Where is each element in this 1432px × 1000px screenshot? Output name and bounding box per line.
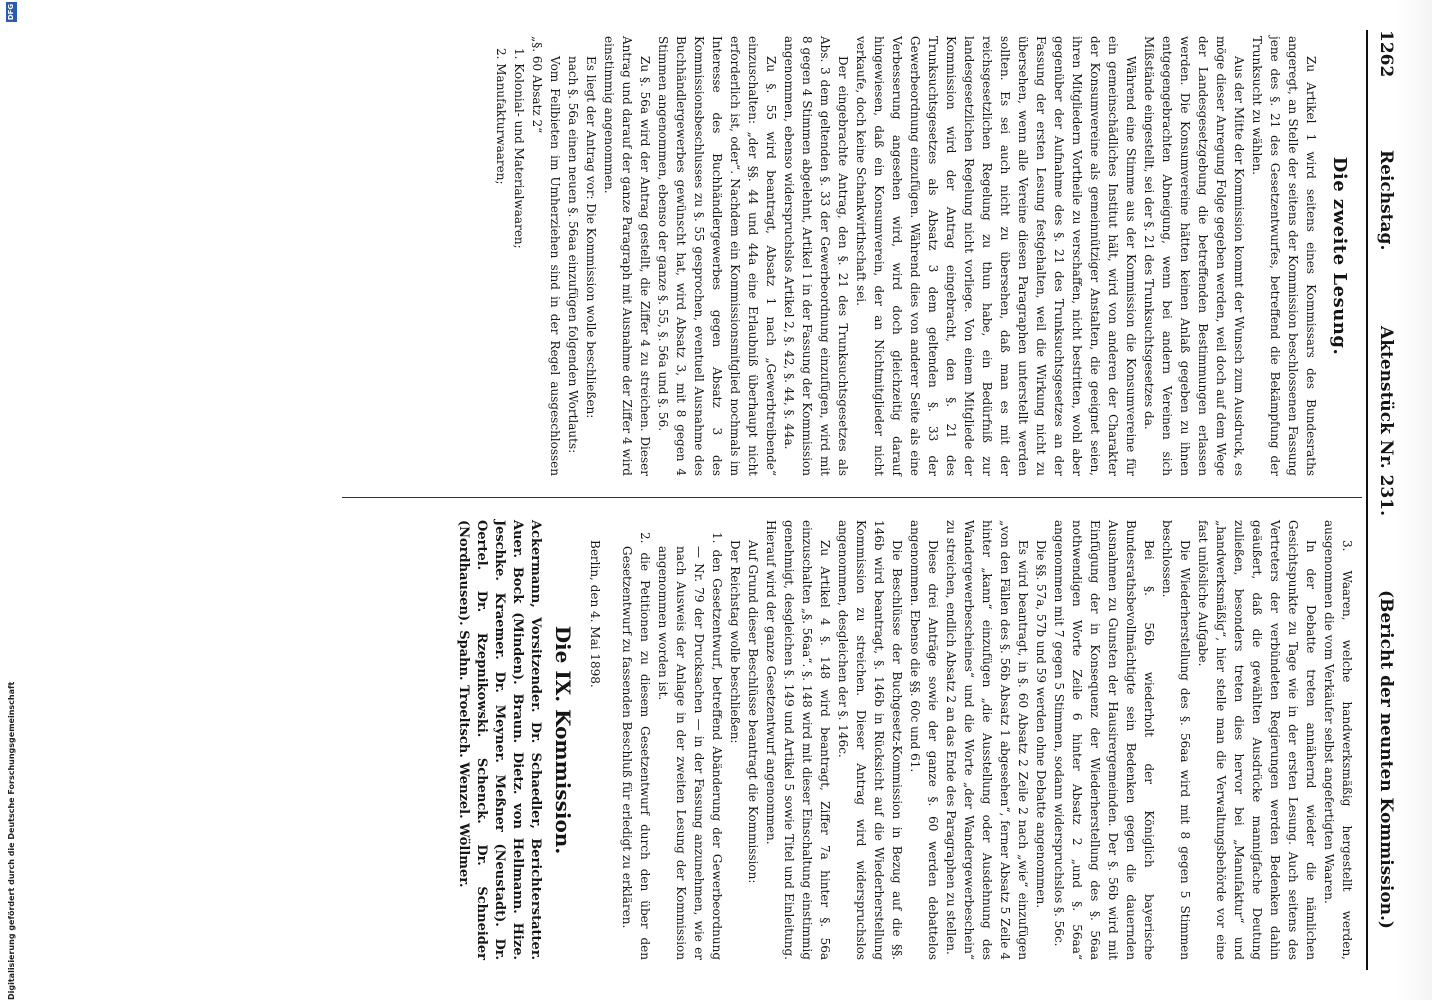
paragraph: Die Wiederherstellung des §. 56aa wird mit 8 gegen 5 Stimmen beschlossen. [1160, 520, 1192, 960]
list-item: 1. Kolonial- und Materialwaaren; [512, 48, 526, 249]
column-divider [342, 497, 1362, 498]
paragraph: Es wird beantragt, in §. 60 Absatz 2 Zeile 2 nach „wie“ einzufügen „von den Fällen des §. 56b Absatz 1 abgesehen“, ferner Absatz 5 Zeile 4 hinter „kann“ einzufügen „die Ausstellung oder Ausdehnung des Wandergewerbescheines“ und die Worte „der Wandergewerbeschein“ zu streichen, endlich Absatz 2 an das Ende des Paragraphen zu stellen. [944, 520, 1030, 960]
paragraph: Aus der Mitte der Kommission kommt der Wunsch zum Ausdruck, es möge dieser Anregung Folge gegeben werden, weil doch auf dem Wege der Landesgesetzgebung die betreffenden Bestimmungen erlassen werden. Die Konsumvereine hätten keinen Anlaß gegeben zu ihnen entgegengebrachten Abneigung, wenn bei andern Vereinen sich Mißstände eingestellt, sei der §. 21 des Trunksuchtsgesetzes da. [1142, 36, 1246, 476]
paragraph: Während eine Stimme aus der Kommission die Konsumvereine für ein gemeinschädliches Institut hält, wird von anderen der Charakter der Konsumvereine als gemeinnütziger Anstalten, die geeignet seien, ihren Mitgliedern Vortheile zu verschaffen, nicht bestritten, wohl aber gegenüber der Aufnahme des §. 21 des Trunksuchtsgesetzes an der Fassung der ersten Lesung festgehalten, weil die Wirkung nicht zu übersehen, wenn alle Vereine diesen Paragraphen unterstellt werden sollten. Es sei auch nicht zu übersehen, daß man es mit der reichsgesetzlichen Regelung zu thun habe, ein Bedürfniß zur landesgesetzlichen Regelung nicht vorliege. Von einem Mitgliede der Kommission wird der Antrag eingebracht, den §. 21 des Trunksuchtsgesetzes als Absatz 3 dem geltenden §. 33 der Gewerbeordnung einzufügen. Während dies von anderer Seite als eine Verbesserung angesehen wird, wird doch gleichzeitig darauf hingewiesen, daß ein Konsumverein, der an Nichtmitglieder nicht verkaufe, doch keine Schankwirthschaft sei. [854, 36, 1138, 476]
header-bericht: (Bericht der neunten Kommission.) [1376, 590, 1396, 929]
dfg-credit: Digitalisierung gefördert durch die Deutsche Forschungsgemeinschaft [7, 681, 16, 1000]
paragraph: nach §. 56a einen neuen §. 56aa einzufügen folgenden Wortlauts: [566, 56, 580, 454]
paragraph: Diese drei Anträge sowie der ganze §. 60 werden debattelos angenommen. Ebenso die §§. 60c und 61. [908, 520, 940, 960]
paragraph: Die Beschlüsse der Buchgesetz-Kommission in Bezug auf die §§. 146b wird beantragt, §. 146b in Rücksicht auf die Wiederherstellung Kommission zu streichen. Dieser Antrag wird widerspruchslos angenommen, desgleichen der §. 146c. [836, 520, 904, 960]
paragraph: Zu §. 56a wird der Antrag gestellt, die Ziffer 4 zu streichen. Dieser Antrag und darauf der ganze Paragraph mit Ausnahme der Ziffer 4 wird einstimmig angenommen. [602, 36, 652, 476]
paragraph: Es liegt der Antrag vor: Die Kommission wolle beschließen: [584, 56, 598, 419]
dfg-logo: DFG [7, 3, 15, 21]
page-number: 1262 [1376, 30, 1396, 78]
list-item: 1. den Gesetzentwurf, betreffend Abänderung der Gewerbeordnung — Nr. 79 der Drucksachen — in der Fassung anzunehmen, wie er nach Ausweis der Anlage in der zweiten Lesung der Kommission angenommen worden ist. [656, 532, 724, 960]
list-item: 2. die Petitionen zu diesem Gesetzentwurf durch den über den Gesetzentwurf zu fassenden Beschluß für erledigt zu erklären. [620, 532, 652, 960]
paragraph: Zu Artikel 1 wird seitens eines Kommissars des Bundesraths angeregt, an Stelle der seitens der Kommission beschlossenen Fassung jene des §. 21 des Gesetzentwurfes, betreffend die Bekämpfung der Trunksucht zu wählen. [1250, 36, 1318, 476]
dateline: Berlin, den 4. Mai 1898. [588, 540, 602, 688]
scan-edge [1396, 0, 1432, 1000]
paragraph: In der Debatte treten annähernd wieder die nämlichen Gesichtspunkte zu Tage wie in der ersten Lesung. Auch seitens des Vertreters der verbündeten Regierungen werden Bedenken dahin geäußert, daß die gewählten Ausdrücke mannigfache Deutung zuließen, besonders treten dies hervor bei „Manufaktur“ und „handwerksmäßig“, hier stelle man die Verwaltungsbehörde vor eine fast unlösliche Aufgabe. [1196, 520, 1318, 960]
page-header [1368, 30, 1396, 970]
paragraph: Zu §. 55 wird beantragt, Absatz 1 nach „Gewerbtreibende“ einzuschalten: „der §§. 44 und 44a eine Erlaubniß überhaupt nicht erforderlich ist, oder“. Nachdem ein Kommissionsmitglied nochmals im Interesse des Buchhändlergewerbes gegen Absatz 3 des Kommissionsbeschlusses zu §. 55 gesprochen, eventuell Ausnahme des Buchhändlergewerbes gewünscht hat, wird Absatz 3, mit 8 gegen 4 Stimmen angenommen, ebenso der ganze §. 55, §. 56a und §. 56. [656, 36, 778, 476]
right-column [454, 520, 1356, 960]
paragraph: Der eingebrachte Antrag, den §. 21 des Trunksuchtsgesetzes als Abs. 3 dem geltenden §. 33 der Gewerbeordnung einzufügen, wird mit 8 gegen 4 Stimmen abgelehnt, Artikel 1 in der Fassung der Kommission angenommen, ebenso widerspruchslos Artikel 2, §. 42, §. 44, §. 44a. [782, 36, 850, 476]
section-title: Die zweite Lesung. [1329, 156, 1350, 356]
paragraph: Die §§. 57a, 57b und 59 werden ohne Debatte angenommen. [1034, 540, 1048, 909]
header-rule [1366, 30, 1368, 970]
goods-list [492, 36, 528, 476]
list-item: 2. Manufakturwaaren; [494, 48, 508, 185]
commission-members: Ackermann, Vorsitzender. Dr. Schaedler, Berichterstatter. Auer. Bock (Minden). Braun. Dietz. von Hellmann. Hize. Jeschke. Kraemer. Dr. Meyner. Meßner (Neustadt). Dr. Oertel. Dr. Rzepnikowski. Schenck. Dr. Schneider (Nordhausen). Spahn. Troeltsch. Wenzel. Wöllmer. [456, 520, 543, 960]
header-aktenstueck: Aktenstück Nr. 231. [1376, 326, 1396, 517]
paragraph: Bei §. 56b wiederholt der Königlich bayerische Bundesrathsbevollmächtigte sein Bedenken gegen die dauernden Ausnahmen zu Gunsten der Hausirergemeinden. Der §. 56b wird mit Einfügung der in Konsequenz der Wiederherstellung des §. 56aa nothwendigen Worte Zeile 6 hinter Absatz 2 „und §. 56aa“ angenommen mit 7 gegen 5 Stimmen, sodann widerspruchslos §. 56c. [1052, 520, 1156, 960]
left-column [492, 36, 1356, 476]
commission-title: Die IX. Kommission. [551, 625, 575, 855]
motion-lead: Der Reichstag wolle beschließen: [728, 540, 742, 744]
motion-intro: Auf Grund dieser Beschlüsse beantragt die Kommission: [746, 540, 760, 884]
paragraph: 3. Waaren, welche handwerksmäßig hergestellt werden, ausgenommen die vom Verkäufer selbst angefertigten Waaren. [1322, 520, 1354, 960]
header-reichstag: Reichstag. [1376, 150, 1396, 251]
motion-list [618, 520, 726, 960]
paragraph: Zu Artikel 4 §. 148 wird beantragt, Ziffer 7a hinter §. 56a einzuschalten „§. 56aa“. §. 148 wird mit dieser Einschaltung einstimmig genehmigt, desgleichen §. 149 und Artikel 5 sowie Titel und Einleitung. Hierauf wird der ganze Gesetzentwurf angenommen. [764, 520, 832, 960]
paragraph: Vom Feilbieten im Umherziehen sind in der Regel ausgeschlossen „§. 60 Absatz 2“ [530, 36, 562, 476]
